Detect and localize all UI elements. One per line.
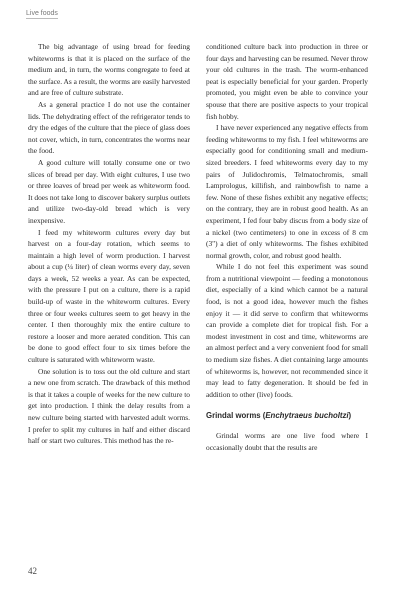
- left-column: [28, 41, 190, 447]
- paragraph: One solution is to toss out the old culture and start a new one from scratch. The drawback of this method is that it takes a couple of weeks for the new culture to get into production. I think the delay results from a new culture being started with harvested adult worms. I prefer to split my cultures in half and either discard half or start two cultures. This method has the re-: [28, 366, 190, 446]
- paragraph: I have never experienced any negative effects from feeding whiteworms to my fish. I feel whiteworms are especially good for conditioning small and medium-sized breeders. I feed whiteworms every day to my pairs of Julidochromis, Telmatochromis, small Lamprologus, killifish, and rainbowfish to name a few. None of these fishes exhibit any negative effects; on the contrary, they are in robust good health. As an experiment, I fed four baby discus from a body size of a nickel (two centimeters) to one in excess of 8 cm (3") a diet of only whiteworms. The fishes exhibited normal growth, color, and robust good health.: [206, 123, 368, 260]
- paragraph: The big advantage of using bread for feeding whiteworms is that it is placed on the surface of the medium and, in turn, the worms congregate to feed at the surface. As a result, the worms are easily harvested and are free of culture substrate.: [28, 42, 190, 98]
- paragraph: While I do not feel this experiment was sound from a nutritional viewpoint — feeding a monotonous diet, especially of a kind which cannot be a natural food, is not a good idea, however much the fishes enjoy it — it did serve to confirm that whiteworms can provide a complete diet for tropical fish. For a modest investment in cost and time, whiteworms are an almost perfect and a very convenient food for small to medium size fishes. A diet containing large amounts of whiteworms is, however, not recommended since it may lead to fatty degeneration. It should be fed in addition to other (live) foods.: [206, 262, 368, 399]
- paragraph: I feed my whiteworm cultures every day but harvest on a four-day rotation, which seems to maintain a high level of worm production. I harvest about a cup (¼ liter) of clean worms every day, seven days a week, 52 weeks a year. As can be expected, with the pressure I put on a culture, there is a rapid build-up of waste in the whiteworm cultures. Every three or four weeks cultures seem to get heavy in the center. I then thoroughly mix the entire culture to restore a looser and more aerated condition. This can be done to good effect four to six times before the culture is saturated with whiteworm waste.: [28, 227, 190, 365]
- section-heading: Grindal worms (Enchytraeus bucholtzi): [206, 411, 352, 421]
- running-head: Live foods: [26, 10, 58, 17]
- paragraph: As a general practice I do not use the container lids. The dehydrating effect of the refrigerator tends to dry the edges of the culture that the piece of glass does not cover, which, in turn, concentrates the worms near the food.: [28, 99, 190, 156]
- page-number: 42: [28, 566, 37, 576]
- paragraph: Grindal worms are one live food where I occasionally doubt that the results are: [206, 431, 368, 452]
- paragraph: A good culture will totally consume one or two slices of bread per day. With eight cultures, I use two or three loaves of bread per week as whiteworm food. It does not take long to discover bakery surplus outlets and utilize two-day-old bread which is very inexpensive.: [28, 157, 190, 225]
- right-column: [206, 41, 368, 453]
- species-name: Enchytraeus bucholtzi: [265, 411, 349, 421]
- paragraph: conditioned culture back into production in three or four days and harvesting can be resumed. Never throw your old cultures in the trash. The worm-enhanced peat is especially beneficial for your garden. Properly promoted, you might even be able to convince your spouse that there are positive aspects to your tropical fish hobby.: [206, 42, 368, 121]
